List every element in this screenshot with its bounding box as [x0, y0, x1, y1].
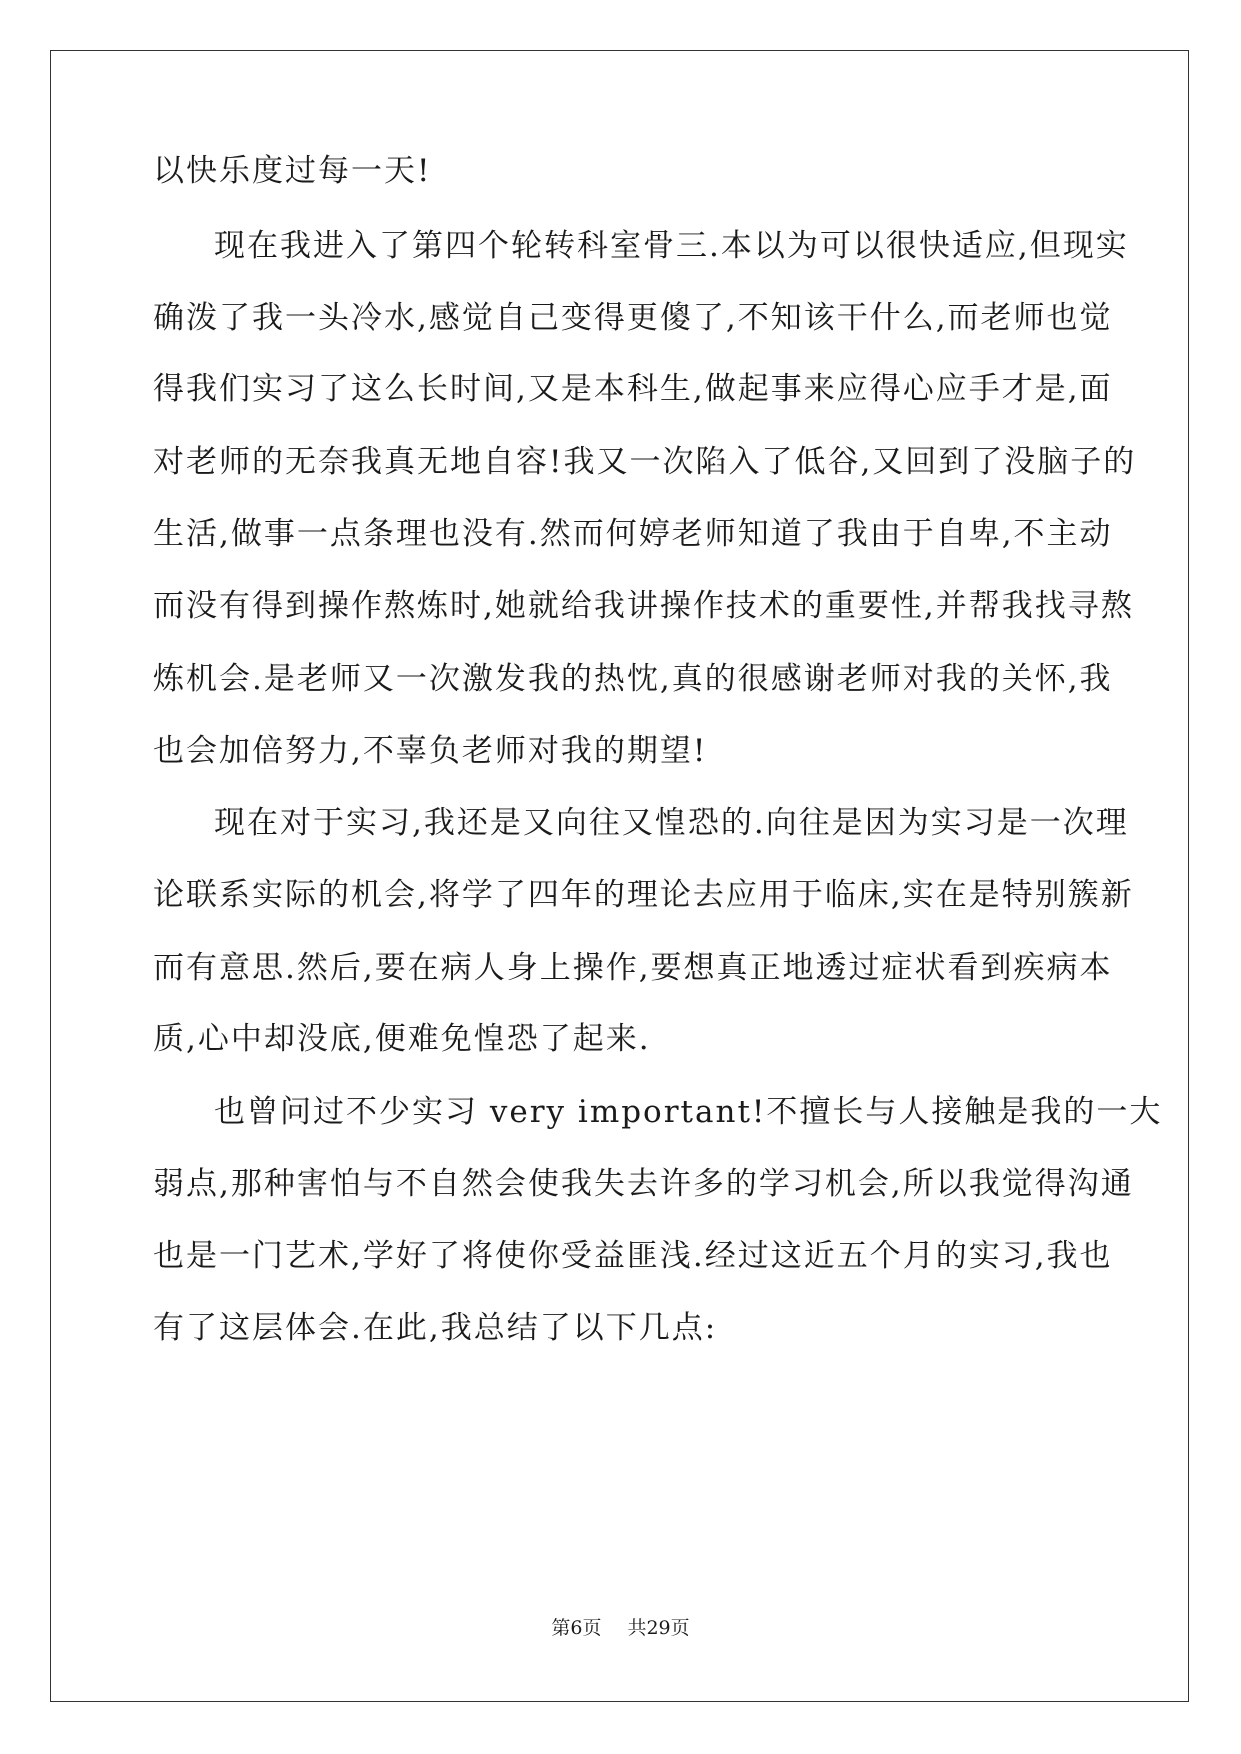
body-line-13: 质,心中却没底,便难免惶恐了起来. [153, 1021, 651, 1057]
body-line-12: 而有意思.然后,要在病人身上操作,要想真正地透过症状看到疾病本 [153, 950, 1113, 986]
body-line-17: 有了这层体会.在此,我总结了以下几点: [153, 1310, 718, 1346]
page-total: 共29页 [627, 1617, 690, 1639]
body-line-15: 弱点,那种害怕与不自然会使我失去许多的学习机会,所以我觉得沟通 [153, 1166, 1134, 1202]
body-line-11: 论联系实际的机会,将学了四年的理论去应用于临床,实在是特别簇新 [153, 877, 1134, 913]
body-line-7: 而没有得到操作熬炼时,她就给我讲操作技术的重要性,并帮我找寻熬 [153, 588, 1134, 624]
body-line-5: 对老师的无奈我真无地自容!我又一次陷入了低谷,又回到了没脑子的 [153, 444, 1137, 480]
body-line-16: 也是一门艺术,学好了将使你受益匪浅.经过这近五个月的实习,我也 [153, 1238, 1113, 1274]
body-line-8: 炼机会.是老师又一次激发我的热忱,真的很感谢老师对我的关怀,我 [153, 661, 1113, 697]
body-line-2: 现在我进入了第四个轮转科室骨三.本以为可以很快适应,但现实 [214, 228, 1129, 264]
body-line-1: 以快乐度过每一天! [153, 153, 432, 189]
page-footer [0, 1614, 1241, 1642]
body-line-14: 也曾问过不少实习 very important!不擅长与人接触是我的一大 [214, 1094, 1163, 1130]
body-line-10: 现在对于实习,我还是又向往又惶恐的.向往是因为实习是一次理 [214, 805, 1129, 841]
body-line-9: 也会加倍努力,不辜负老师对我的期望! [153, 733, 708, 769]
body-line-6: 生活,做事一点条理也没有.然而何婷老师知道了我由于自卑,不主动 [153, 516, 1113, 552]
body-line-3: 确泼了我一头冷水,感觉自己变得更傻了,不知该干什么,而老师也觉 [153, 300, 1113, 336]
body-line-4: 得我们实习了这么长时间,又是本科生,做起事来应得心应手才是,面 [153, 371, 1113, 407]
page-number: 第6页 [551, 1617, 602, 1639]
